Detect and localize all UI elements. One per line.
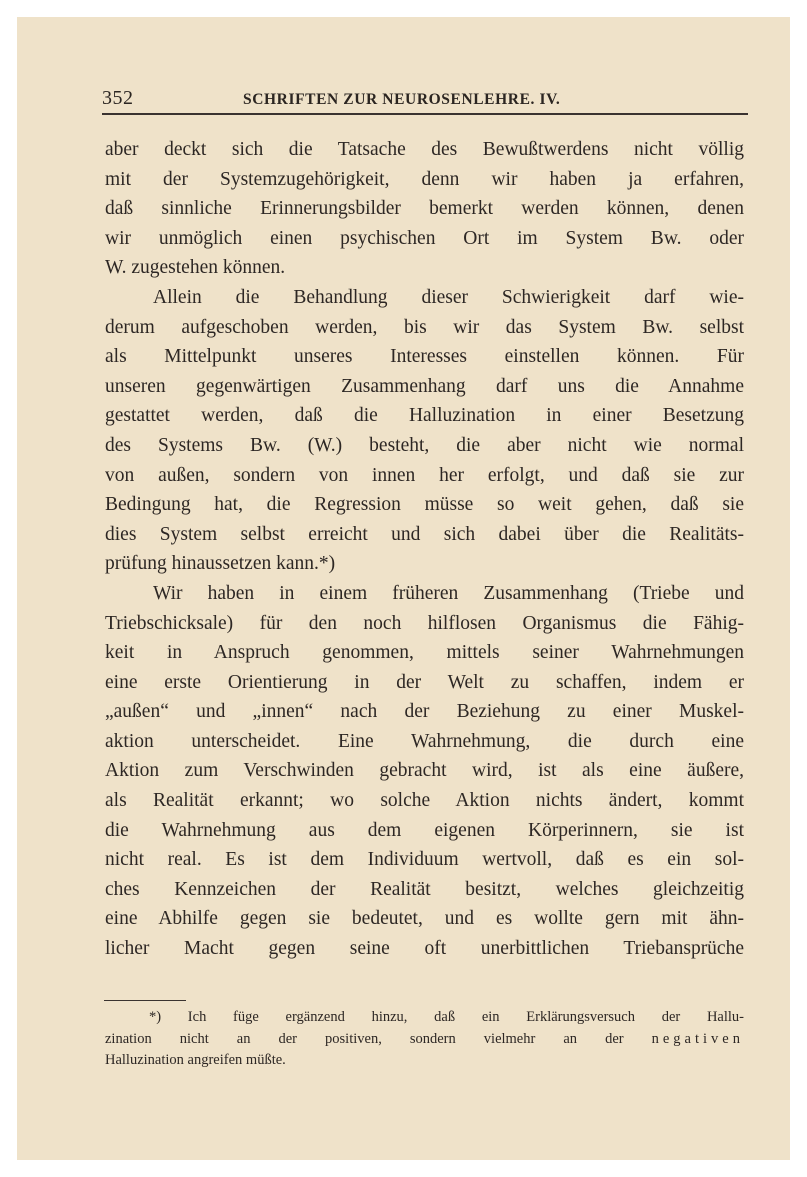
text-line: ches Kennzeichen der Realität besitzt, welches gleichzeitig xyxy=(105,878,744,900)
footnote-line xyxy=(105,1029,744,1051)
footnote-text: zination nicht an der positiven, sondern vielmehr an der xyxy=(105,1030,652,1047)
text-line: aktion unterscheidet. Eine Wahrnehmung, die durch eine xyxy=(105,730,744,752)
footnote-line: Halluzination angreifen müßte. xyxy=(105,1052,286,1068)
text-line: eine erste Orientierung in der Welt zu schaffen, indem er xyxy=(105,671,744,693)
body-text xyxy=(105,135,744,964)
text-line: daß sinnliche Erinnerungsbilder bemerkt werden können, denen xyxy=(105,198,744,220)
text-line: W. zugestehen können. xyxy=(105,257,286,279)
footnote-line: *) Ich füge ergänzend hinzu, daß ein Erklärungsversuch der Hallu- xyxy=(149,1009,744,1025)
text-line: dies System selbst erreicht und sich dabei über die Realitäts- xyxy=(105,523,744,545)
text-line: prüfung hinaussetzen kann.*) xyxy=(105,553,336,575)
text-line: Wir haben in einem früheren Zusammenhang (Triebe und xyxy=(153,582,744,604)
text-line: Aktion zum Verschwinden gebracht wird, ist als eine äußere, xyxy=(105,760,744,782)
text-line: von außen, sondern von innen her erfolgt, und daß sie zur xyxy=(105,464,744,486)
text-line: gestattet werden, daß die Halluzination in einer Besetzung xyxy=(105,405,744,427)
text-line: des Systems Bw. (W.) besteht, die aber nicht wie normal xyxy=(105,434,744,456)
text-line: keit in Anspruch genommen, mittels seiner Wahrnehmungen xyxy=(105,642,744,664)
text-line: unseren gegenwärtigen Zusammenhang darf uns die Annahme xyxy=(105,375,744,397)
footnote xyxy=(105,1007,744,1072)
text-line: als Realität erkannt; wo solche Aktion nichts ändert, kommt xyxy=(105,790,744,812)
page-number: 352 xyxy=(102,87,134,109)
text-line: aber deckt sich die Tatsache des Bewußtwerdens nicht völlig xyxy=(105,139,744,160)
footnote-emphasis: negativen xyxy=(651,1030,744,1047)
text-line: Bedingung hat, die Regression müsse so weit gehen, daß sie xyxy=(105,494,744,516)
text-line: als Mittelpunkt unseres Interesses einstellen können. Für xyxy=(105,346,744,368)
header-rule xyxy=(102,113,748,115)
text-line: die Wahrnehmung aus dem eigenen Körperinnern, sie ist xyxy=(105,819,744,841)
text-line: eine Abhilfe gegen sie bedeutet, und es wollte gern mit ähn- xyxy=(105,908,744,930)
running-head: SCHRIFTEN ZUR NEUROSENLEHRE. IV. xyxy=(243,91,561,108)
page-header xyxy=(102,87,748,109)
text-line: derum aufgeschoben werden, bis wir das System Bw. selbst xyxy=(105,316,744,338)
text-line: nicht real. Es ist dem Individuum wertvoll, daß es ein sol- xyxy=(105,849,744,871)
text-line: mit der Systemzugehörigkeit, denn wir haben ja erfahren, xyxy=(105,168,744,190)
footnote-rule xyxy=(104,1000,186,1001)
text-line: „außen“ und „innen“ nach der Beziehung zu einer Muskel- xyxy=(105,701,744,723)
text-line: Triebschicksale) für den noch hilflosen Organismus die Fähig- xyxy=(105,612,744,634)
text-line: Allein die Behandlung dieser Schwierigkeit darf wie- xyxy=(153,286,744,308)
text-line: wir unmöglich einen psychischen Ort im System Bw. oder xyxy=(105,227,744,249)
text-line: licher Macht gegen seine oft unerbittlichen Triebansprüche xyxy=(105,938,744,960)
